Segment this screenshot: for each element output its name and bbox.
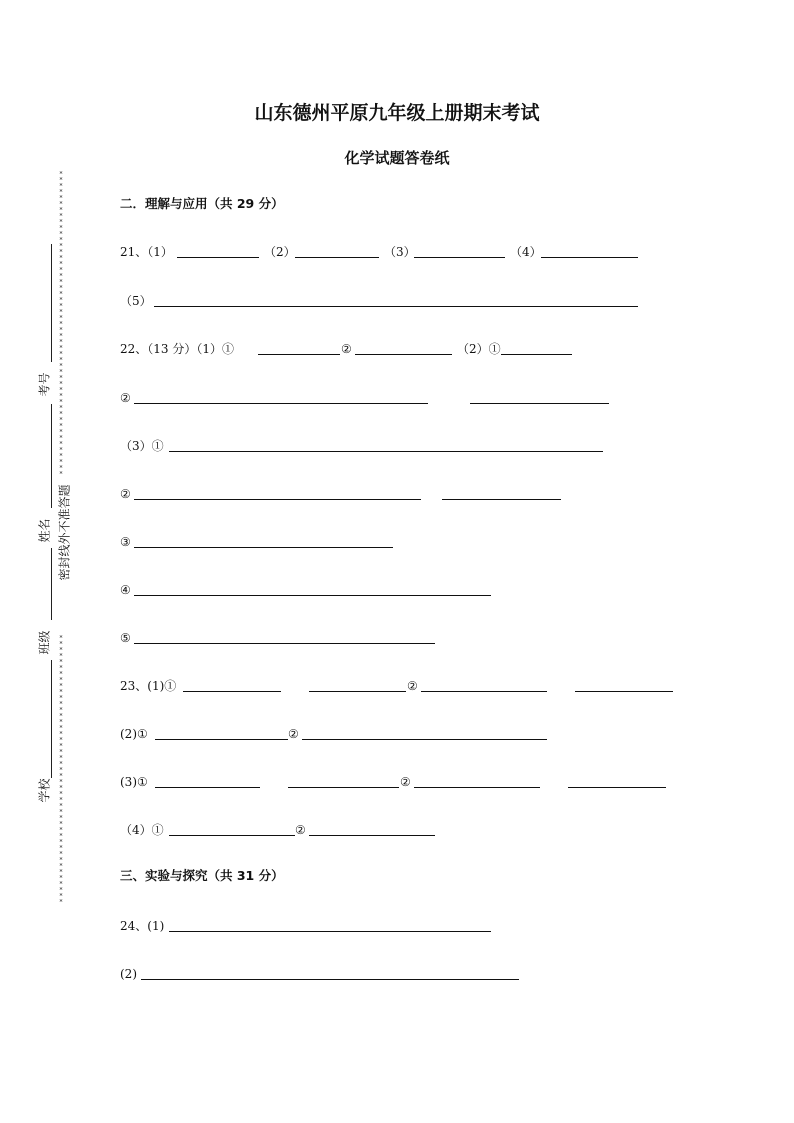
q22-row-4 xyxy=(120,486,680,506)
q21-answer-5[interactable] xyxy=(154,306,638,307)
q23-row-4 xyxy=(120,822,680,842)
class-label: 班级 xyxy=(37,630,52,655)
q21-label-4: （4） xyxy=(510,245,542,259)
school-label: 学校 xyxy=(37,778,52,803)
exam-no-label: 考号 xyxy=(37,372,52,397)
q22-label: 22、（13 分）（1）① xyxy=(120,342,234,356)
q21-answer-2[interactable] xyxy=(295,257,379,258)
seal-notice: 密封线外不准答题 xyxy=(57,484,72,581)
q23-label-4: （4）① xyxy=(120,823,164,837)
q23-label-2-2: ② xyxy=(288,727,299,741)
section-3-heading: 三、实验与探究（共 31 分） xyxy=(120,868,284,883)
q23-answer-3-1b[interactable] xyxy=(288,787,399,788)
q23-label: 23、(1)① xyxy=(120,679,177,693)
school-line xyxy=(51,660,52,778)
page-title: 山东德州平原九年级上册期末考试 xyxy=(254,102,540,124)
exam-no-line xyxy=(51,244,52,362)
q23-answer-2-2[interactable] xyxy=(302,739,547,740)
name-label: 姓名 xyxy=(37,518,52,543)
q21-label: 21、（1） xyxy=(120,245,173,259)
q23-answer-1-1a[interactable] xyxy=(183,691,281,692)
q22-row-7 xyxy=(120,630,680,650)
page-subtitle: 化学试题答卷纸 xyxy=(344,149,450,167)
q22-label-3: （3）① xyxy=(120,439,164,453)
q22-answer-3-4[interactable] xyxy=(134,595,491,596)
q23-label-3-2: ② xyxy=(400,775,411,789)
q22-answer-1-1[interactable] xyxy=(258,354,340,355)
q21-answer-3[interactable] xyxy=(414,257,505,258)
q23-answer-1-2a[interactable] xyxy=(421,691,547,692)
q23-answer-1-2b[interactable] xyxy=(575,691,673,692)
q23-answer-1-1b[interactable] xyxy=(309,691,406,692)
q23-row-3 xyxy=(120,774,680,794)
q22-row-5 xyxy=(120,534,680,554)
q22-answer-3-1[interactable] xyxy=(169,451,603,452)
q23-answer-3-1a[interactable] xyxy=(155,787,260,788)
q21-row-2 xyxy=(120,293,680,313)
q22-label-3-4: ④ xyxy=(120,583,131,597)
q23-row-2 xyxy=(120,726,680,746)
q22-answer-2-2a[interactable] xyxy=(134,403,428,404)
q24-row-2 xyxy=(120,966,680,986)
name-line xyxy=(51,404,52,508)
q22-label-1-2: ② xyxy=(341,342,352,356)
q23-label-3: (3)① xyxy=(120,775,148,789)
q24-answer-1[interactable] xyxy=(169,931,491,932)
q22-answer-3-5[interactable] xyxy=(134,643,435,644)
q22-label-3-2: ② xyxy=(120,487,131,501)
q22-answer-3-2a[interactable] xyxy=(134,499,421,500)
q22-row-6 xyxy=(120,582,680,602)
q21-answer-4[interactable] xyxy=(541,257,638,258)
q24-label: 24、(1) xyxy=(120,919,165,933)
q22-answer-3-3[interactable] xyxy=(134,547,393,548)
q21-answer-1[interactable] xyxy=(177,257,259,258)
q22-row-3 xyxy=(120,438,680,458)
q23-answer-3-2a[interactable] xyxy=(414,787,540,788)
q22-answer-1-2[interactable] xyxy=(355,354,452,355)
q23-label-1-2: ② xyxy=(407,679,418,693)
q21-label-2: （2） xyxy=(264,245,296,259)
q23-label-4-2: ② xyxy=(295,823,306,837)
q24-label-2: (2) xyxy=(120,967,137,981)
q22-answer-3-2b[interactable] xyxy=(442,499,561,500)
q22-row-2 xyxy=(120,390,680,410)
q23-answer-3-2b[interactable] xyxy=(568,787,666,788)
q21-label-5: （5） xyxy=(120,294,152,308)
q24-answer-2[interactable] xyxy=(141,979,519,980)
q22-label-3-3: ③ xyxy=(120,535,131,549)
q22-answer-2-1[interactable] xyxy=(501,354,572,355)
q22-row-1 xyxy=(120,341,680,361)
class-line xyxy=(51,548,52,620)
q24-row-1 xyxy=(120,918,680,938)
q23-answer-4-1[interactable] xyxy=(169,835,295,836)
q22-label-3-5: ⑤ xyxy=(120,631,131,645)
q21-row-1 xyxy=(120,244,680,264)
q22-label-2: （2）① xyxy=(457,342,501,356)
q22-label-2-2: ② xyxy=(120,391,131,405)
q23-answer-2-1[interactable] xyxy=(155,739,288,740)
q22-answer-2-2b[interactable] xyxy=(470,403,609,404)
q21-label-3: （3） xyxy=(384,245,416,259)
q23-row-1 xyxy=(120,678,680,698)
seal-line-top: * * * * * * * * * * * * * * * * * * * * * * * * * * * * * * * * * * * * * * * * * * * * * * * * * * * xyxy=(59,171,63,478)
seal-line-bottom: * * * * * * * * * * * * * * * * * * * * * * * * * * * * * * * * * * * * * * * * * * * * * xyxy=(59,635,63,906)
section-2-heading: 二．理解与应用（共 29 分） xyxy=(120,196,284,211)
q23-label-2: (2)① xyxy=(120,727,148,741)
q23-answer-4-2[interactable] xyxy=(309,835,435,836)
